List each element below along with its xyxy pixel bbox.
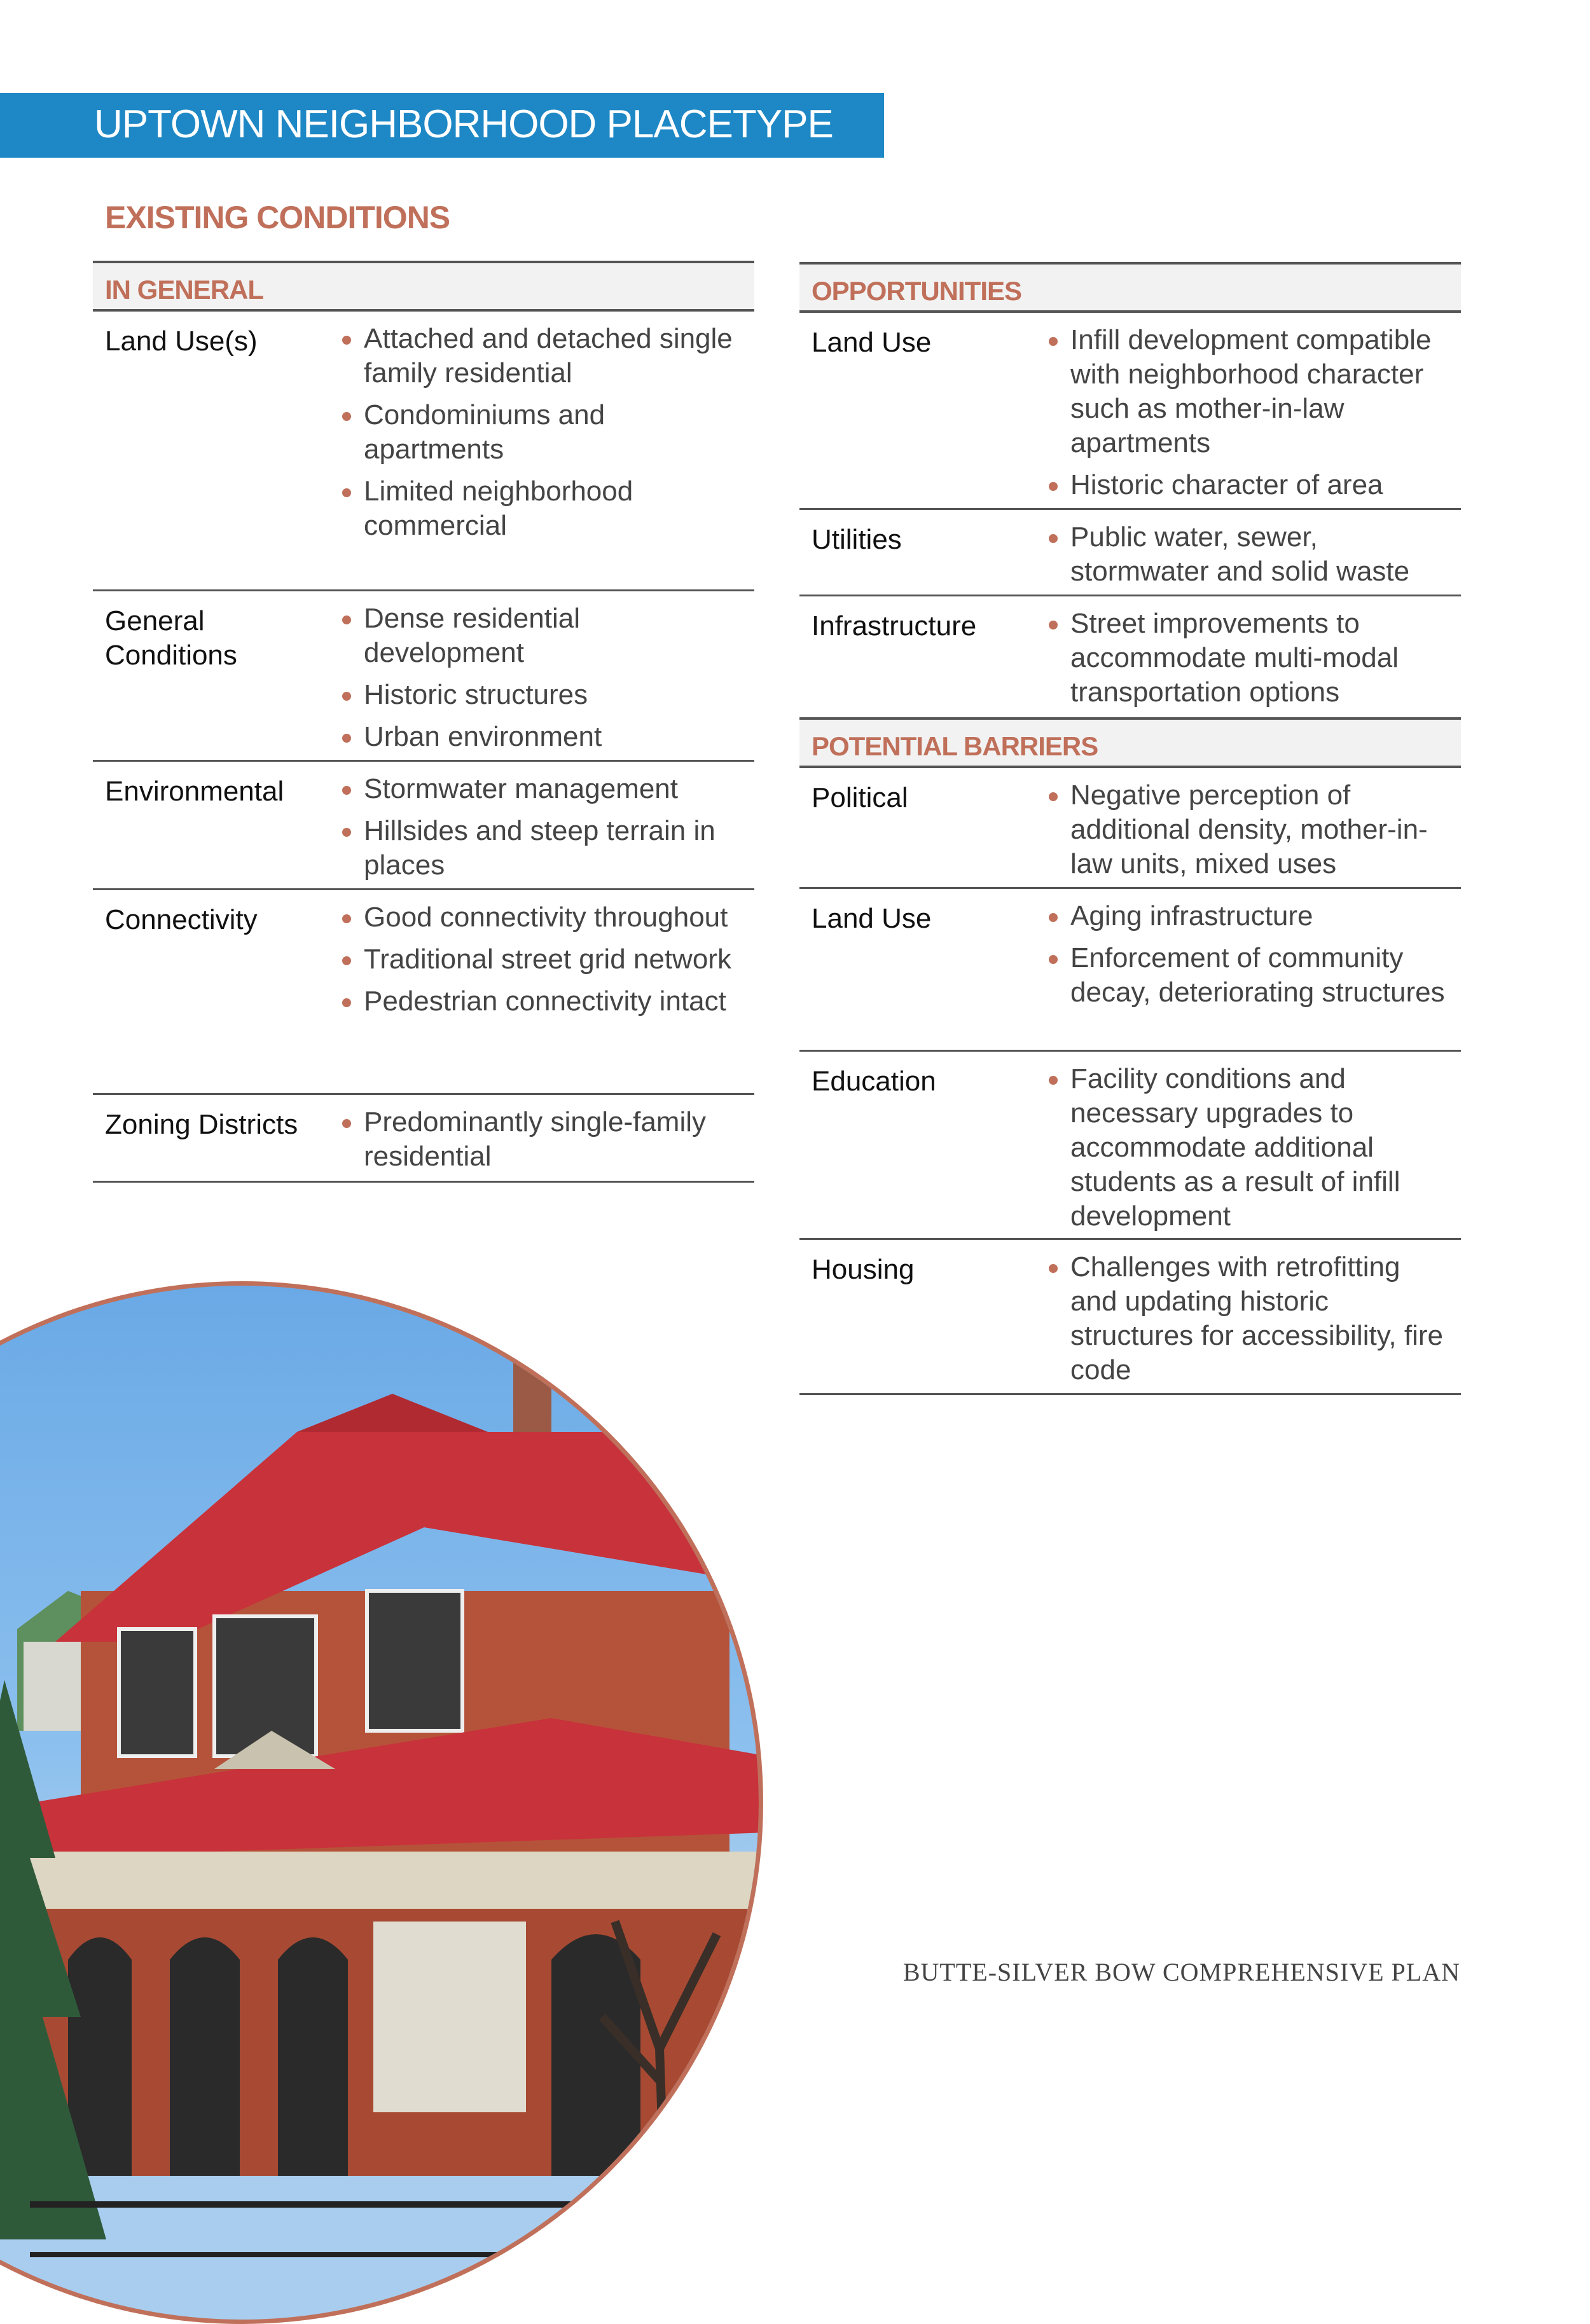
table-row: [93, 591, 754, 762]
list-item: Pedestrian connectivity intact: [341, 984, 748, 1019]
list-item: Public water, sewer, stormwater and solid waste: [1047, 520, 1455, 589]
list-item: Traditional street grid network: [341, 942, 748, 977]
row-items: [1047, 323, 1455, 510]
row-items: [341, 322, 748, 551]
row-label: General Conditions: [105, 605, 237, 671]
table-row: [799, 1052, 1461, 1240]
table-row: [799, 768, 1461, 889]
list-item: Infill development compatible with neighborhood character such as mother-in-law apartments: [1047, 323, 1455, 460]
opportunities-header: [799, 262, 1461, 313]
table-row: [93, 890, 754, 1095]
list-item: Predominantly single-family residential: [341, 1105, 748, 1174]
row-items: [341, 772, 748, 890]
list-item: Condominiums and apartments: [341, 398, 748, 467]
row-items: [341, 900, 748, 1026]
table-row: [799, 510, 1461, 596]
table-row: [799, 596, 1461, 717]
list-item: Facility conditions and necessary upgrades to accommodate additional students as a result of infill development: [1047, 1062, 1455, 1234]
row-label: Land Use(s): [105, 326, 258, 357]
row-items: [1047, 778, 1455, 889]
table-row: [799, 889, 1461, 1052]
list-item: Challenges with retrofitting and updating historic structures for accessibility, fire code: [1047, 1250, 1455, 1387]
table-row: [93, 762, 754, 890]
opportunities-heading: OPPORTUNITIES: [812, 276, 1022, 306]
list-item: Hillsides and steep terrain in places: [341, 814, 748, 883]
list-item: Street improvements to accommodate multi-modal transportation options: [1047, 607, 1455, 710]
house-photo: [0, 1281, 763, 2324]
row-items: [1047, 1062, 1455, 1241]
list-item: Urban environment: [341, 720, 748, 754]
section-title: EXISTING CONDITIONS: [105, 200, 450, 235]
barriers-heading: POTENTIAL BARRIERS: [812, 731, 1098, 761]
in-general-table: [93, 261, 754, 1183]
row-label: Housing: [812, 1254, 915, 1285]
row-label: Infrastructure: [812, 610, 977, 642]
row-label: Land Use: [812, 903, 932, 934]
barriers-header: [799, 717, 1461, 768]
table-row: [93, 1095, 754, 1183]
table-row: [93, 312, 754, 591]
footer-title: BUTTE-SILVER BOW COMPREHENSIVE PLAN: [902, 1958, 1460, 1986]
list-item: Limited neighborhood commercial: [341, 474, 748, 543]
list-item: Negative perception of additional density, mother-in-law units, mixed uses: [1047, 778, 1455, 881]
list-item: Attached and detached single family residential: [341, 322, 748, 390]
row-label: Education: [812, 1066, 936, 1097]
row-items: [1047, 1250, 1455, 1395]
list-item: Stormwater management: [341, 772, 748, 806]
row-label: Political: [812, 782, 908, 813]
in-general-header: [93, 261, 754, 312]
table-row: [799, 1240, 1461, 1395]
list-item: Historic character of area: [1047, 468, 1455, 502]
row-items: [341, 602, 748, 762]
row-label: Connectivity: [105, 904, 258, 935]
row-items: [1047, 899, 1455, 1017]
row-label: Zoning Districts: [105, 1109, 298, 1140]
row-label: Environmental: [105, 776, 284, 807]
row-label: Land Use: [812, 327, 932, 358]
row-label: Utilities: [812, 524, 902, 555]
row-items: [341, 1105, 748, 1181]
list-item: Aging infrastructure: [1047, 899, 1455, 933]
row-items: [1047, 520, 1455, 596]
in-general-heading: IN GENERAL: [105, 275, 264, 305]
page-banner: [0, 93, 884, 158]
list-item: Historic structures: [341, 678, 748, 712]
table-row: [799, 313, 1461, 510]
list-item: Good connectivity throughout: [341, 900, 748, 935]
banner-title: UPTOWN NEIGHBORHOOD PLACETYPE: [94, 102, 833, 146]
list-item: Enforcement of community decay, deteriorating structures: [1047, 941, 1455, 1010]
house-illustration: [0, 1286, 763, 2324]
list-item: Dense residential development: [341, 602, 748, 670]
opportunities-barriers-table: [799, 262, 1461, 1395]
row-items: [1047, 607, 1455, 717]
